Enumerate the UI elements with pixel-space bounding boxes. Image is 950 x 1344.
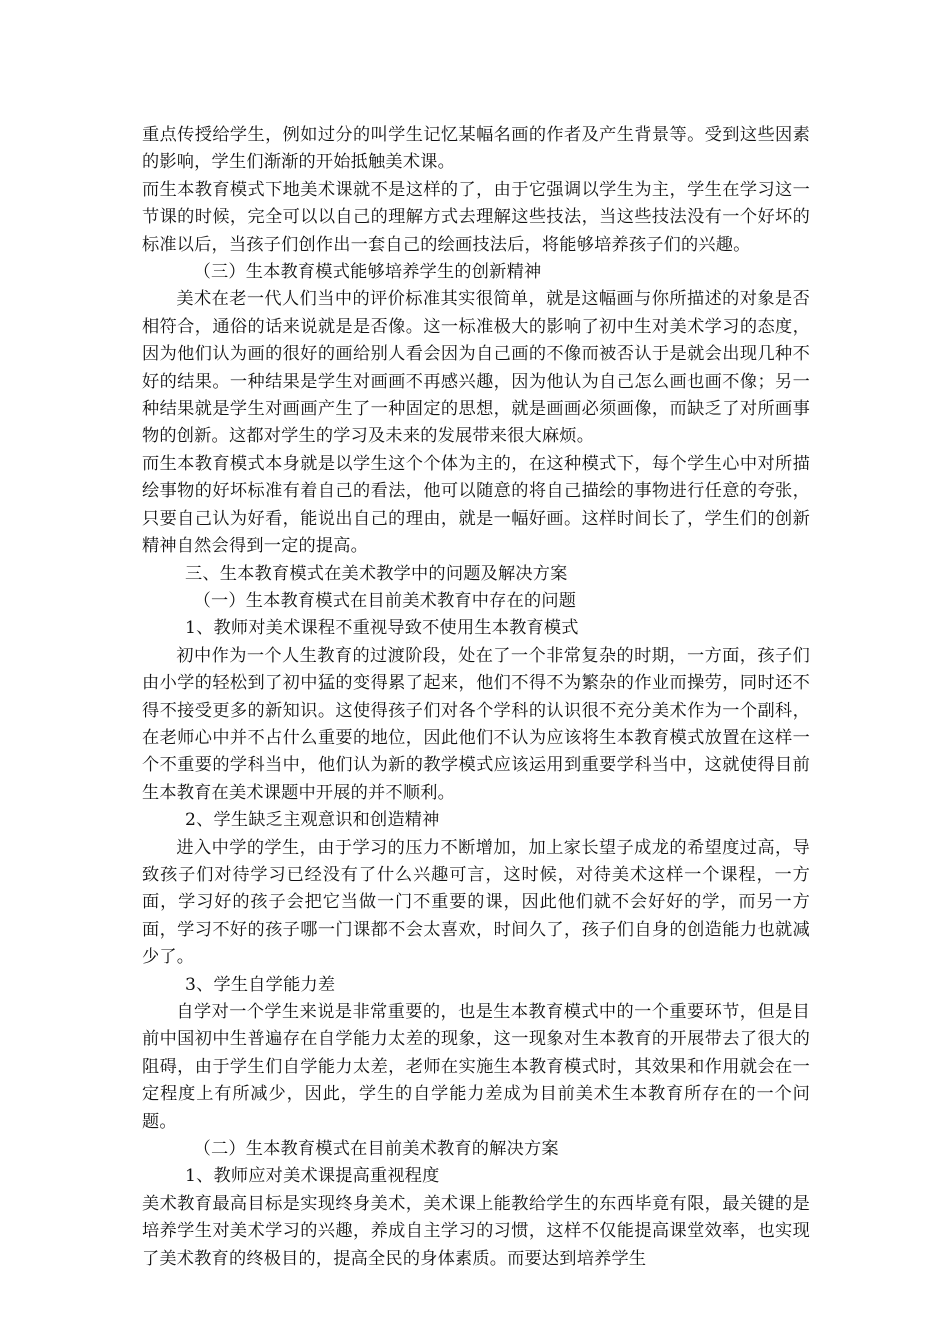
- paragraph-4: 而生本教育模式本身就是以学生这个个体为主的，在这种模式下，每个学生心中对所描绘事物的好坏标准有着自己的看法，他可以随意的将自己描绘的事物进行任意的夸张，只要自己认为好看，能说出自己的理由，就是一幅好画。这样时间长了，学生们的创新精神自然会得到一定的提高。: [142, 453, 810, 557]
- section-heading-2: （二）生本教育模式在目前美术教育的解决方案: [193, 1139, 559, 1160]
- document-body: [142, 122, 810, 1273]
- paragraph-3: 美术在老一代人们当中的评价标准其实很简单，就是这幅画与你所描述的对象是否相符合，通俗的话来说就是是否像。这一标准极大的影响了初中生对美术学习的态度，因为他们认为画的很好的画给别人看会因为自己画的不像而被否认于是就会出现几种不好的结果。一种结果是学生对画画不再感兴趣，因为他认为自己怎么画也画不像；另一种结果就是学生对画画产生了一种固定的思想，就是画画必须画像，而缺乏了对所画事物的创新。这都对学生的学习及未来的发展带来很大麻烦。: [142, 289, 810, 447]
- paragraph-7: 自学对一个学生来说是非常重要的，也是生本教育模式中的一个重要环节，但是目前中国初中生普遍存在自学能力太差的现象，这一现象对生本教育的开展带去了很大的阻碍，由于学生们自学能力太差，老师在实施生本教育模式时，其效果和作用就会在一定程度上有所减少，因此，学生的自学能力差成为目前美术生本教育所存在的一个问题。: [142, 1002, 810, 1132]
- paragraph-2: 而生本教育模式下地美术课就不是这样的了，由于它强调以学生为主，学生在学习这一节课的时候，完全可以以自己的理解方式去理解这些技法，当这些技法没有一个好坏的标准以后，当孩子们创作出一套自己的绘画技法后，将能够培养孩子们的兴趣。: [142, 179, 810, 255]
- paragraph-5: 初中作为一个人生教育的过渡阶段，处在了一个非常复杂的时期，一方面，孩子们由小学的轻松到了初中猛的变得累了起来，他们不得不为繁杂的作业而操劳，同时还不得不接受更多的新知识。这使得孩子们对各个学科的认识很不充分美术作为一个副科，在老师心中并不占什么重要的地位，因此他们不认为应该将生本教育模式放置在这样一个不重要的学科当中，他们认为新的教学模式应该运用到重要学科当中，这就使得目前生本教育在美术课题中开展的并不顺利。: [142, 645, 810, 803]
- subheading-4: 1、教师应对美术课提高重视程度: [185, 1166, 440, 1187]
- paragraph-6: 进入中学的学生，由于学习的压力不断增加，加上家长望子成龙的希望度过高，导致孩子们对待学习已经没有了什么兴趣可言，这时候，对待美术这样一个课程，一方面，学习好的孩子会把它当做一门不重要的课，因此他们就不会好好的学，而另一方面，学习不好的孩子哪一门课都不会太喜欢，时间久了，孩子们自身的创造能力也就减少了。: [142, 837, 810, 968]
- paragraph-1: 重点传授给学生，例如过分的叫学生记忆某幅名画的作者及产生背景等。受到这些因素的影响，学生们渐渐的开始抵触美术课。: [142, 125, 810, 173]
- paragraph-8: 美术教育最高目标是实现终身美术，美术课上能教给学生的东西毕竟有限，最关键的是培养学生对美术学习的兴趣，养成自主学习的习惯，这样不仅能提高课堂效率，也实现了美术教育的终极目的，提高全民的身体素质。而要达到培养学生: [142, 1193, 810, 1269]
- subheading-2: 2、学生缺乏主观意识和创造精神: [185, 810, 440, 831]
- chapter-heading-3: 三、生本教育模式在美术教学中的问题及解决方案: [185, 563, 568, 584]
- section-heading-3: （三）生本教育模式能够培养学生的创新精神: [193, 262, 542, 283]
- subheading-1: 1、教师对美术课程不重视导致不使用生本教育模式: [185, 618, 579, 639]
- section-heading-1: （一）生本教育模式在目前美术教育中存在的问题: [193, 590, 577, 611]
- subheading-3: 3、学生自学能力差: [185, 974, 336, 995]
